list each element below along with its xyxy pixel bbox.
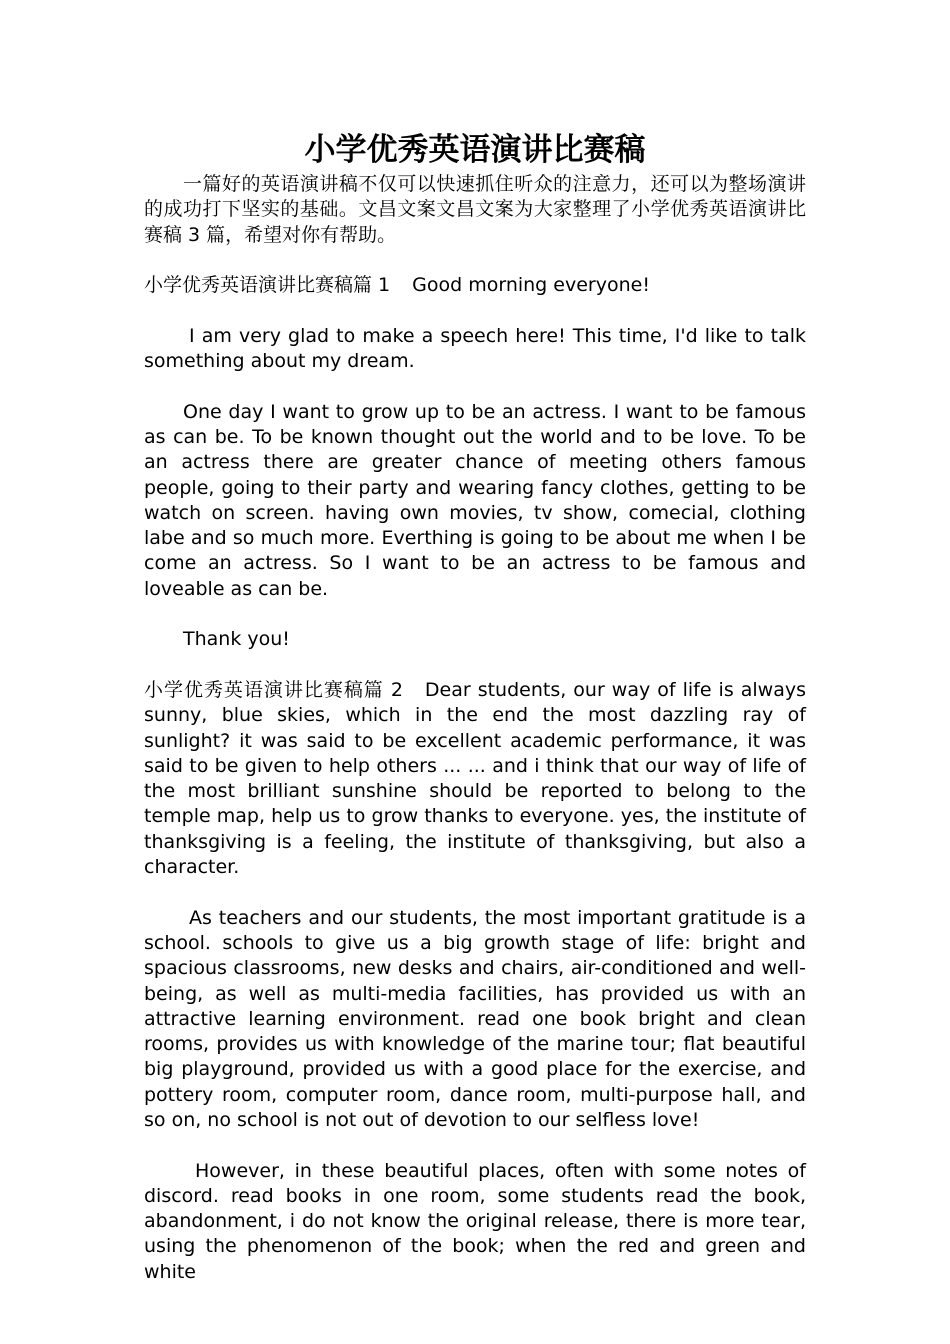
- document-title: 小学优秀英语演讲比赛稿: [304, 132, 646, 168]
- spacer: [144, 248, 806, 273]
- section1-heading-line: [144, 273, 806, 298]
- section2-lead-paragraph: [144, 678, 806, 880]
- section1-paragraph-3: Thank you!: [183, 628, 290, 651]
- spacer: [144, 1133, 806, 1158]
- spacer: [144, 298, 806, 323]
- section1-paragraph-2: One day I want to grow up to be an actress. I want to be famous as can be. To be known thought out the world and to be love. To be an actress there are greater chance of meeting others famous people, going to their party and wearing fancy clothes, getting to be watch on screen. having own movies, tv show, comecial, clothing labe and so much more. Everthing is going to be about me when I be come an actress. So I want to be an actress to be famous and loveable as can be.: [144, 400, 806, 600]
- spacer: [144, 653, 806, 678]
- section2-lead: Dear students, our way of life is always sunny, blue skies, which in the end the most dazzling ray of sunlight? it was said to be excellent academic performance, it was said to be given to help others ... ... and i think that our way of life of the most brilliant sunshine should be reported to belong to the temple map, help us to grow thanks to everyone. yes, the institute of thanksgiving is a feeling, the institute of thanksgiving, but also a character.: [144, 678, 806, 879]
- spacer: [144, 602, 806, 627]
- section1-paragraph-1: I am very glad to make a speech here! This time, I'd like to talk something about my dream.: [144, 324, 806, 373]
- spacer: [144, 880, 806, 905]
- section2-paragraph-2: However, in these beautiful places, often with some notes of discord. read books in one room, some students read the book, abandonment, i do not know the original release, there is more tear, using the phenomenon of the book; when the red and green and white: [144, 1159, 806, 1283]
- section1-greeting: Good morning everyone!: [412, 274, 650, 297]
- document-page: [144, 128, 806, 1285]
- intro-paragraph: 一篇好的英语演讲稿不仅可以快速抓住听众的注意力，还可以为整场演讲的成功打下坚实的基础。文昌文案文昌文案为大家整理了小学优秀英语演讲比赛稿 3 篇，希望对你有帮助。: [144, 173, 806, 246]
- section2-heading: 小学优秀英语演讲比赛稿篇 2: [144, 678, 403, 701]
- section2-paragraph-1: As teachers and our students, the most important gratitude is a school. schools to give us a big growth stage of life: bright and spacious classrooms, new desks and chairs, air-conditioned and well-being, as well as multi-media facilities, has provided us with an attractive learning environment. read one book bright and clean rooms, provides us with knowledge of the marine tour; flat beautiful big playground, provided us with a good place for the exercise, and pottery room, computer room, dance room, multi-purpose hall, and so on, no school is not out of devotion to our selfless love!: [144, 906, 806, 1131]
- spacer: [144, 374, 806, 399]
- section1-heading: 小学优秀英语演讲比赛稿篇 1: [144, 274, 391, 297]
